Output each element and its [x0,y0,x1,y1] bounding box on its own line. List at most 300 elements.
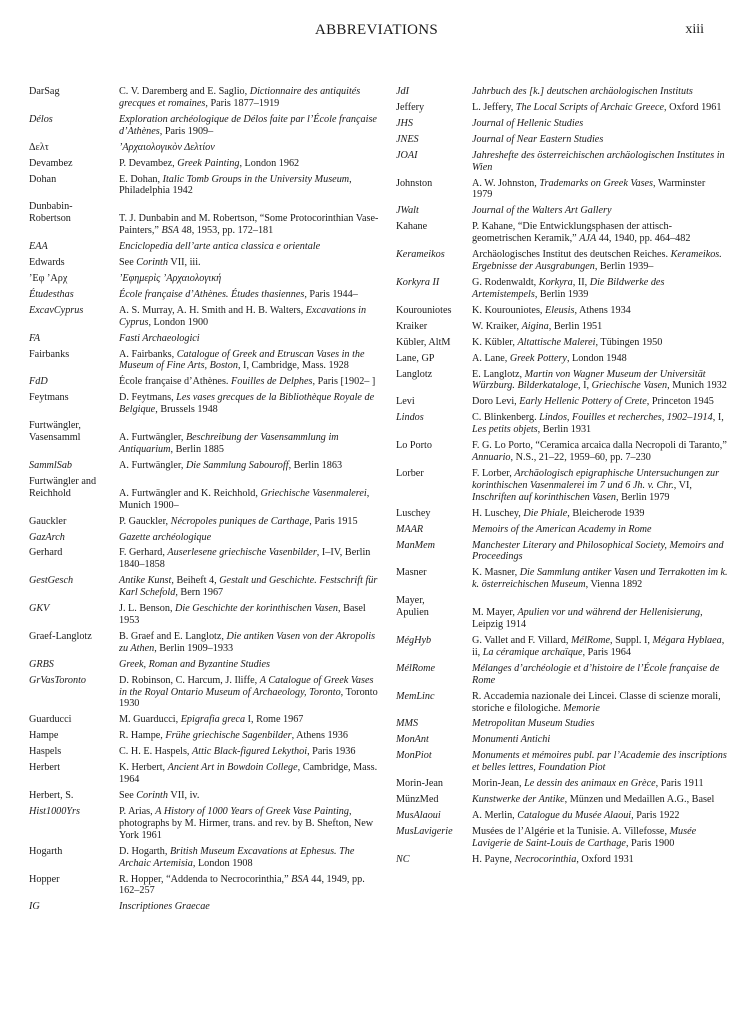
definition-segment: R. Accademia nazionale dei Lincei. Classe di scienze morali, storiche e filologiche. [472,690,721,714]
abbreviation-term: Délos [29,113,53,125]
abbreviation-entry [29,241,381,253]
abbreviation-term: Gauckler [29,515,67,527]
abbreviation-entry [396,540,728,564]
abbreviation-entry [29,762,381,786]
abbreviation-definition [472,221,728,245]
definition-segment: , London 1900 [148,316,209,328]
abbreviation-definition [472,440,728,464]
definition-segment: I, Rome 1967 [245,714,304,726]
abbreviation-term: Hopper [29,873,60,885]
definition-segment: Greek Pottery [509,352,567,364]
definition-segment: G. Vallet and F. Villard, [472,634,571,646]
abbreviation-entry [396,567,728,591]
definition-segment: , I–IV, Berlin 1840–1858 [119,547,371,571]
abbreviation-term: Kraiker [396,320,428,332]
definition-segment: A. W. Johnston, [472,177,540,189]
abbreviation-definition [119,575,381,599]
abbreviation-definition [119,631,381,655]
definition-segment: C. V. Daremberg and E. Saglio, [119,86,250,97]
definition-segment: F. Lorber, [472,468,515,479]
definition-segment: Kerameikos. Ergebnisse der Ausgrabungen [472,249,722,273]
definition-segment: P. Kahane, “Die Entwicklungsphasen der attisch-geometrischen Keramik,” [472,221,673,245]
definition-segment: Griechische Vasenmalerei [260,487,367,499]
definition-segment: , I, Cambridge, Mass. 1928 [237,360,349,372]
abbreviation-term: Hampe [29,730,59,742]
definition-segment: , I, [578,380,592,392]
definition-segment: C. H. E. Haspels, [119,746,193,758]
definition-segment: , Beiheft 4, [171,575,220,587]
abbreviation-definition [472,102,728,114]
abbreviation-term: JWalt [396,205,419,217]
abbreviation-term: JdI [396,86,410,97]
abbreviation-entry [396,221,728,245]
definition-segment: Enciclopedia dell’arte antica classica e orientale [119,241,321,253]
definition-segment: Die Phiale [523,507,568,519]
definition-segment: K. Kourouniotes, [472,304,546,316]
definition-segment: Manchester Literary and Philosophical Society, Memoirs and Proceedings [472,539,724,563]
abbreviation-definition [119,201,381,237]
abbreviation-entry [29,201,381,237]
abbreviation-definition [119,675,381,711]
definition-segment: H. Payne, [472,853,515,865]
abbreviation-term: Furtwängler, Vasensamml [29,420,81,444]
definition-segment: M. Guarducci, [119,714,181,726]
definition-segment: , London 1908 [192,857,253,869]
abbreviation-entry [396,718,728,730]
abbreviation-entry [29,575,381,599]
abbreviation-definition [119,158,381,170]
abbreviation-term: MonAnt [396,734,429,746]
abbreviation-definition [472,810,728,822]
definition-segment: A. Lane, [472,352,510,364]
abbreviation-definition [472,468,728,504]
abbreviation-term: DarSag [29,86,60,97]
definition-segment: Archäologisch epigraphische Untersuchungen zur korinthischen Vasenmalerei im 7 und 6 Jh. v. Chr. [472,468,720,491]
definition-segment: , Leipzig 1914 [472,607,703,631]
abbreviation-entry [29,476,381,512]
definition-segment: , Paris 1922 [631,810,680,822]
abbreviation-term: Morin-Jean [396,778,443,790]
definition-segment: Apulien vor und während der Hellenisierung [517,607,701,619]
definition-segment: , Princeton 1945 [646,396,714,408]
definition-segment: Die Bildwerke des Artemistempels [472,277,665,300]
abbreviation-entry [29,420,381,456]
definition-segment: P. Arias, [119,805,156,817]
definition-segment: Mélanges d’archéologie et d’histoire de l’École française de Rome [472,662,720,686]
abbreviation-entry [396,305,728,317]
definition-segment: P. Gauckler, [119,515,171,527]
abbreviation-entry [29,349,381,373]
abbreviation-entry [29,901,381,913]
abbreviation-term: Levi [396,396,415,408]
abbreviation-definition [119,746,381,758]
abbreviation-entry [29,846,381,870]
abbreviation-entry [396,524,728,536]
definition-segment: , Brussels 1948 [155,404,218,416]
abbreviation-definition [119,714,381,726]
abbreviation-entry [396,412,728,436]
definition-segment: A Catalogue of Greek Vases in the Royal Ontario Museum of Archaeology, Toronto [119,674,374,698]
abbreviation-definition [119,114,381,138]
definition-segment: , Vienna 1892 [585,579,643,591]
abbreviation-term: Jeffery [396,101,425,113]
definition-segment: Fouilles de Delphes [231,376,313,388]
definition-segment: R. Hopper, “Addenda to Necrocorinthia,” [119,873,292,885]
abbreviation-term: Δελτ [29,141,49,153]
definition-segment: , Suppl. I, [609,634,653,646]
abbreviation-term: Korkyra II [396,277,440,288]
definition-segment: Exploration archéologique de Délos faite par l’École française d’Athènes [119,113,377,137]
definition-segment: ’Εφημερὶς ’Αρχαιολογική [119,272,222,284]
abbreviation-entry [396,635,728,659]
abbreviation-term: Étudesthas [29,288,74,300]
abbreviation-entry [29,714,381,726]
abbreviation-entry [396,440,728,464]
definition-segment: , Berlin 1939– [594,261,654,273]
definition-segment: Eleusis [545,304,575,316]
definition-segment: E. Dohan, [119,173,163,185]
abbreviation-definition [119,901,381,913]
definition-segment: , Bleicherode 1939 [567,507,645,519]
definition-segment: , Munich 1932 [667,380,727,392]
definition-segment: H. Luschey, [472,507,524,519]
definition-segment: École française d’Athènes. [119,376,232,388]
definition-segment: A. Furtwängler and K. Reichhold, [119,487,261,499]
definition-segment: , Paris 1915 [309,515,358,527]
abbreviation-entry [29,874,381,898]
definition-segment: A. Furtwängler, [119,432,186,444]
abbreviation-definition [119,762,381,786]
abbreviation-entry [396,778,728,790]
abbreviation-entry [396,118,728,130]
definition-segment: , Tübingen 1950 [595,336,663,348]
definition-segment: , Berlin 1909–1933 [154,642,234,654]
abbreviation-definition [472,794,728,806]
definition-segment: 44, 1940, pp. 464–482 [596,233,691,245]
definition-segment: L. Jeffery, [472,101,516,113]
abbreviation-term: JNES [396,133,419,145]
definition-segment: Die Geschichte der korinthischen Vasen [175,603,338,615]
abbreviation-entry [396,205,728,217]
abbreviation-term: Devambez [29,157,73,169]
definition-segment: M. Mayer, [472,607,518,619]
definition-segment: MélRome [570,634,610,646]
abbreviation-entry [396,595,728,631]
definition-segment: Ancient Art in Bowdoin College [167,762,298,774]
definition-segment: D. Robinson, C. Harcum, J. Iliffe, [119,674,260,686]
abbreviation-definition [472,178,728,202]
abbreviation-definition [472,508,728,520]
abbreviation-entry [396,508,728,520]
definition-segment: Monuments et mémoires publ. par l’Academie des inscriptions et belles lettres, Foundation Piot [472,750,727,774]
abbreviation-term: Dunbabin- Robertson [29,201,73,225]
definition-segment: See [119,257,137,269]
abbreviation-term: Fairbanks [29,348,70,360]
abbreviation-term: Kourouniotes [396,304,452,316]
definition-segment: , Bern 1967 [175,587,224,599]
abbreviation-term: GrVasToronto [29,674,86,686]
abbreviation-term: Masner [396,567,427,579]
abbreviation-term: Hist1000Yrs [29,805,80,817]
abbreviation-definition [472,524,728,536]
abbreviation-entry [29,547,381,571]
abbreviation-definition [472,595,728,631]
definition-segment: BSA [291,873,309,885]
abbreviation-entry [396,321,728,333]
definition-segment: Beschreibung der Vasensammlung im Antiquarium [119,432,339,455]
definition-segment: VII, iii. [167,257,201,269]
abbreviation-term: JOAI [396,149,418,161]
abbreviation-term: MAAR [396,523,424,535]
definition-segment: , Berlin 1863 [288,459,343,471]
abbreviation-definition [119,516,381,528]
abbreviation-entry [396,826,728,850]
abbreviation-entry [29,532,381,544]
abbreviation-entry [29,333,381,345]
abbreviation-definition [472,353,728,365]
definition-segment: Inscriptiones Graecae [119,901,210,913]
abbreviation-definition [119,392,381,416]
abbreviation-entry [29,305,381,329]
definition-segment: Memoirs of the American Academy in Rome [472,523,652,535]
definition-segment: , Paris 1964 [582,646,631,658]
abbreviation-term: JHS [396,117,413,129]
abbreviation-entry [29,273,381,285]
abbreviation-term: Furtwängler and Reichhold [29,475,97,499]
definition-segment: , Paris 1909– [159,125,214,137]
definition-segment: École française d’Athènes. Études thasiennes [119,288,305,300]
definition-segment: , Paris 1936 [307,746,356,758]
definition-segment: Kunstwerke der Antike [472,794,565,806]
abbreviation-definition [119,349,381,373]
abbreviation-definition [119,376,381,388]
abbreviation-term: ’Εφ ’Αρχ [29,272,68,284]
abbreviation-definition [119,333,381,345]
abbreviation-definition [472,635,728,659]
definition-segment: , VI, [673,479,692,491]
abbreviation-term: Hogarth [29,845,63,857]
abbreviation-term: Graef-Langlotz [29,630,92,642]
definition-segment: Lindos, Fouilles et recherches, 1902–1914 [539,412,713,424]
definition-segment: , Berlin 1951 [548,320,603,332]
definition-segment: P. Devambez, [119,157,178,169]
abbreviation-entry [29,603,381,627]
definition-segment: , photographs by M. Hirmer, trans. and rev. by B. Shefton, New York 1961 [119,805,374,841]
abbreviation-entry [29,746,381,758]
abbreviation-definition [119,659,381,671]
abbreviation-term: Kahane [396,221,428,233]
definition-segment: Frühe griechische Sagenbilder [165,730,292,742]
definition-segment: R. Hampe, [119,730,166,742]
definition-segment: , London 1962 [239,157,300,169]
definition-segment: A. Fairbanks, [119,348,177,360]
definition-segment: 44, 1949, pp. 162–257 [119,873,365,897]
definition-segment: BSA [161,225,179,237]
abbreviation-term: MMS [396,718,419,730]
definition-segment: Catalogue of Greek and Etruscan Vases in the Museum of Fine Arts, Boston [119,348,365,372]
abbreviation-definition [119,305,381,329]
definition-segment: , Paris [1902– ] [312,376,376,388]
definition-segment: B. Graef and E. Langlotz, [119,630,227,642]
abbreviation-entry [29,142,381,154]
abbreviation-definition [119,174,381,198]
page-number: xiii [685,22,704,37]
definition-segment: See [119,790,137,802]
abbreviation-definition [472,305,728,317]
definition-segment: , Athens 1936 [291,730,348,742]
definition-segment: ’Αρχαιολογικὸν Δελτίον [119,141,215,153]
definition-segment: Altattische Malerei [517,336,596,348]
abbreviation-term: GRBS [29,658,54,670]
definition-segment: A. S. Murray, A. H. Smith and H. B. Walters, [119,304,306,316]
definition-segment: , Berlin 1931 [537,424,592,436]
definition-segment: Jahrbuch des [k.] deutschen archäologischen Instituts [472,86,693,97]
abbreviation-term: MünzMed [396,794,439,806]
definition-segment: Aigina [521,320,549,332]
definition-segment: Journal of the Walters Art Gallery [472,205,612,217]
abbreviation-entry [29,392,381,416]
abbreviation-term: MemLinc [396,690,435,702]
definition-segment: Excavations in Cyprus [119,304,367,328]
abbreviation-definition [472,134,728,146]
definition-segment: Jahreshefte des österreichischen archäologischen Institutes in Wien [472,149,725,173]
abbreviation-definition [472,205,728,217]
abbreviation-entry [396,750,728,774]
definition-segment: Necrocorinthia [514,853,577,865]
abbreviation-definition [119,603,381,627]
definition-segment: Griechische Vasen [591,380,668,392]
definition-segment: D. Hogarth, [119,845,170,857]
definition-segment: Attic Black-figured Lekythoi [192,746,308,758]
definition-segment: 48, 1953, pp. 172–181 [178,225,274,237]
abbreviation-term: Haspels [29,746,62,758]
abbreviation-term: Lindos [396,412,424,424]
abbreviation-entry [29,806,381,842]
definition-segment: , ii, [472,634,725,658]
abbreviation-term: GazArch [29,531,65,543]
abbreviation-term: NC [396,853,410,865]
abbreviation-entry [396,734,728,746]
definition-segment: Gazette archéologique [119,531,212,543]
definition-segment: Doro Levi, [472,396,520,408]
abbreviation-definition [472,826,728,850]
definition-segment: , Athens 1934 [574,304,631,316]
definition-segment: Dictionnaire des antiquités grecques et romaines [119,86,361,109]
definition-segment: Trademarks on Greek Vases [539,177,654,189]
definition-segment: , Warminster 1979 [472,177,706,201]
abbreviation-definition [472,567,728,591]
definition-segment: T. J. Dunbabin and M. Robertson, “Some Protocorinthian Vase-Painters,” [119,213,379,237]
abbreviation-definition [472,369,728,393]
abbreviation-term: Mayer, Apulien [396,595,429,619]
definition-segment: Inschriften auf korinthischen Vasen [472,491,617,503]
abbreviation-term: MélRome [396,662,436,674]
abbreviation-term: Guarducci [29,714,72,726]
definition-segment: , Oxford 1961 [664,101,722,113]
abbreviation-definition [119,289,381,301]
abbreviation-entry [29,289,381,301]
abbreviation-definition [119,874,381,898]
definition-segment: , Munich 1900– [119,487,370,511]
abbreviation-definition [472,854,728,866]
definition-segment: A. Furtwängler, [119,459,186,471]
page-header [0,22,753,44]
abbreviation-definition [472,718,728,730]
abbreviation-definition [472,150,728,174]
abbreviation-entry [396,369,728,393]
definition-segment: K. Masner, [472,567,520,579]
definition-segment: Musée Lavigerie de Saint-Louis de Carthage [472,825,697,849]
definition-segment: Die antiken Vasen von der Akropolis zu Athen [119,630,376,654]
abbreviation-term: MusAlaoui [396,810,441,822]
abbreviation-term: Herbert, S. [29,790,74,802]
abbreviation-definition [119,142,381,154]
abbreviation-definition [472,540,728,564]
abbreviation-definition [119,532,381,544]
definition-segment: Gestalt und Geschichte. Festschrift für Karl Schefold [119,575,378,599]
definition-segment: , Oxford 1931 [576,853,634,865]
abbreviation-entry [396,150,728,174]
abbreviation-term: IG [29,901,40,913]
definition-segment: Die Sammlung Sabouroff [185,459,289,471]
definition-segment: Metropolitan Museum Studies [472,718,595,730]
abbreviation-entry [29,114,381,138]
definition-segment: Journal of Near Eastern Studies [472,133,604,145]
abbreviation-entry [396,353,728,365]
abbreviation-entry [29,790,381,802]
definition-segment: F. Gerhard, [119,547,168,559]
abbreviation-term: Herbert [29,762,61,774]
abbreviation-term: ManMem [396,539,436,551]
abbreviation-entry [29,460,381,472]
abbreviation-term: GestGesch [29,575,74,587]
definition-segment: British Museum Excavations at Ephesus. The Archaic Artemisia [119,845,355,869]
abbreviation-entry [29,174,381,198]
definition-segment: Early Hellenic Pottery of Crete [519,396,647,408]
definition-segment: The Local Scripts of Archaic Greece [515,101,665,113]
definition-segment: Auserlesene griechische Vasenbilder [167,547,317,559]
definition-segment: Musées de l’Algérie et la Tunisie. A. Villefosse, [472,825,670,837]
abbreviation-entry [29,730,381,742]
definition-segment: Die Sammlung antiker Vasen und Terrakotten im k. k. österreichischen Museum [472,567,728,591]
definition-segment: Catalogue du Musée Alaoui [517,810,632,822]
abbreviation-entry [29,86,381,110]
definition-segment: , Toronto 1930 [119,686,378,710]
abbreviation-entry [29,516,381,528]
abbreviation-definition [472,249,728,273]
abbreviation-definition [119,86,381,110]
abbreviation-entry [396,277,728,301]
definition-segment: Epigrafia greca [180,714,246,726]
definition-segment: Greek Painting [177,157,240,169]
definition-segment: , II, [572,277,590,288]
definition-segment: , London 1948 [566,352,627,364]
page-title: ABBREVIATIONS [314,22,439,38]
definition-segment: K. Herbert, [119,762,168,774]
abbreviation-term: GKV [29,603,50,615]
definition-segment: E. Langlotz, [472,368,525,380]
definition-segment: , Basel 1953 [119,603,366,626]
definition-segment: , Paris 1911 [655,778,704,790]
definition-segment: K. Kübler, [472,336,518,348]
definition-segment: F. G. Lo Porto, “Ceramica arcaica dalla Necropoli di Taranto,” [472,440,727,452]
definition-segment: Journal of Hellenic Studies [472,117,584,129]
abbreviation-term: SammlSab [29,459,73,471]
definition-segment: Nécropoles puniques de Carthage [170,515,310,527]
abbreviation-entry [396,102,728,114]
definition-segment: Archäologisches Institut des deutschen Reiches. [472,249,671,261]
abbreviation-term: Langlotz [396,368,433,380]
